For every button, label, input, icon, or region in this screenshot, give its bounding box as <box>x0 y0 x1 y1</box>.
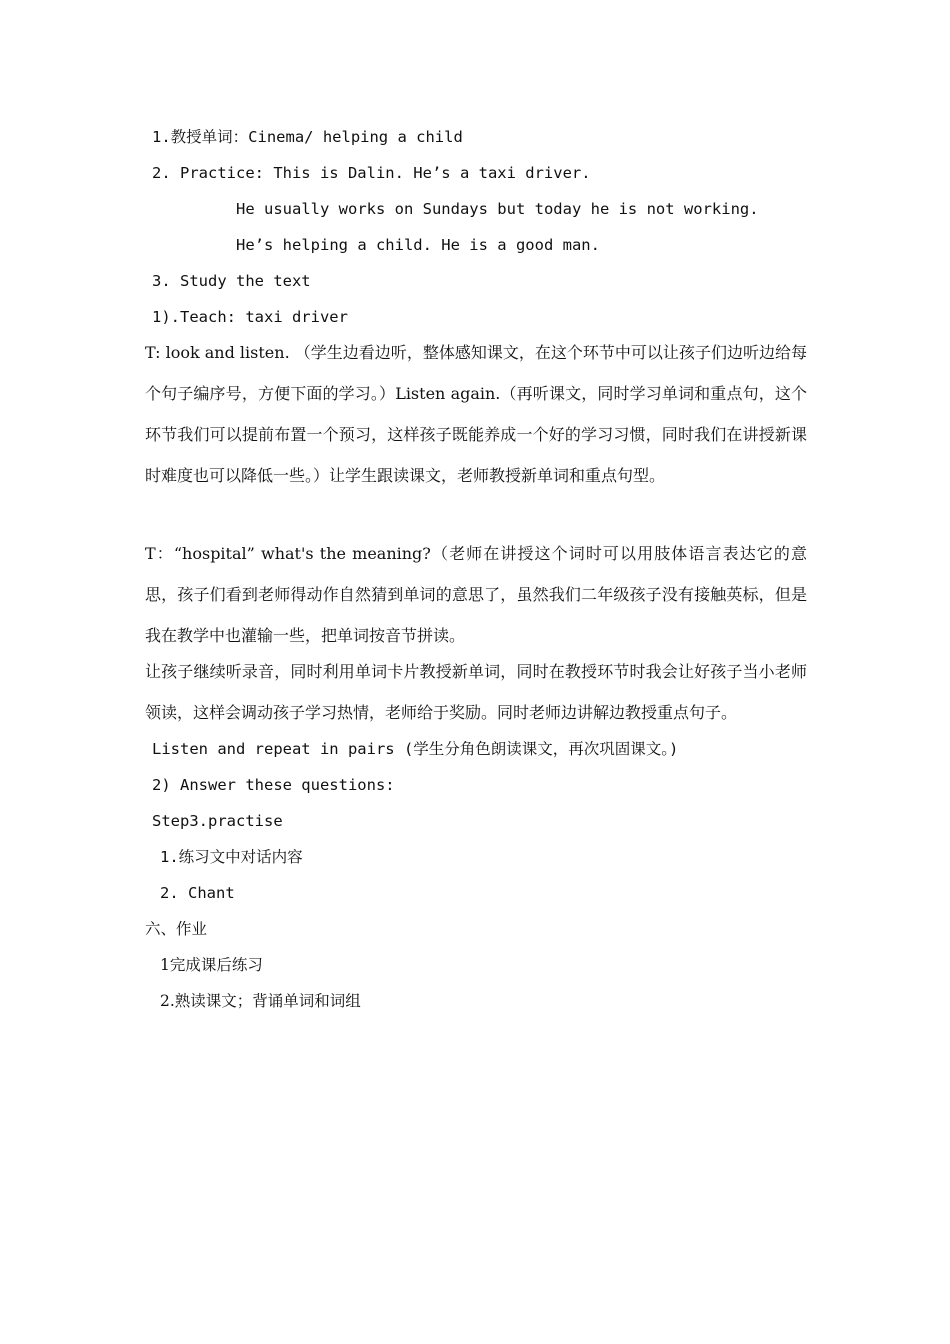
paragraph-continue: 让孩子继续听录音，同时利用单词卡片教授新单词，同时在教授环节时我会让好孩子当小老师领读，这样会调动孩子学习热情，老师给于奖励。同时老师边讲解边教授重点句子。 <box>145 662 807 722</box>
practice-sentence-1: He usually works on Sundays but today he is not working. <box>236 200 759 218</box>
paragraph-listen: T: look and listen. （学生边看边听，整体感知课文，在这个环节中可以让孩子们边听边给每个句子编序号，方便下面的学习。）Listen again.（再听课文，同时学习单词和重点句，这个环节我们可以提前布置一个预习，这样孩子既能养成一个好的学习习惯，同时我们在讲授新课时难度也可以降低一些。）让学生跟读课文，老师教授新单词和重点句型。 <box>145 343 807 485</box>
homework-heading: 六、作业 <box>145 920 208 938</box>
teach-line: 1).Teach: taxi driver <box>152 308 348 326</box>
practice-line: 2. Practice: This is Dalin. He’s a taxi driver. <box>152 164 591 182</box>
practice-item-2: 2. Chant <box>160 884 235 902</box>
pairs-line: Listen and repeat in pairs (学生分角色朗读课文，再次巩固课文。) <box>152 740 679 758</box>
questions-line: 2) Answer these questions: <box>152 776 395 794</box>
study-text-heading: 3. Study the text <box>152 272 311 290</box>
vocab-line: 1.教授单词：Cinema/ helping a child <box>152 128 463 146</box>
practice-sentence-2: He’s helping a child. He is a good man. <box>236 236 600 254</box>
step3-heading: Step3.practise <box>152 812 283 830</box>
homework-item-2: 2.熟读课文；背诵单词和词组 <box>160 992 361 1010</box>
homework-item-1: 1完成课后练习 <box>160 956 263 974</box>
practice-item-1: 1.练习文中对话内容 <box>160 848 303 866</box>
paragraph-hospital: T：“hospital” what's the meaning?（老师在讲授这个词时可以用肢体语言表达它的意思，孩子们看到老师得动作自然猜到单词的意思了，虽然我们二年级孩子没有接触英标，但是我在教学中也灌输一些，把单词按音节拼读。 <box>145 544 807 645</box>
